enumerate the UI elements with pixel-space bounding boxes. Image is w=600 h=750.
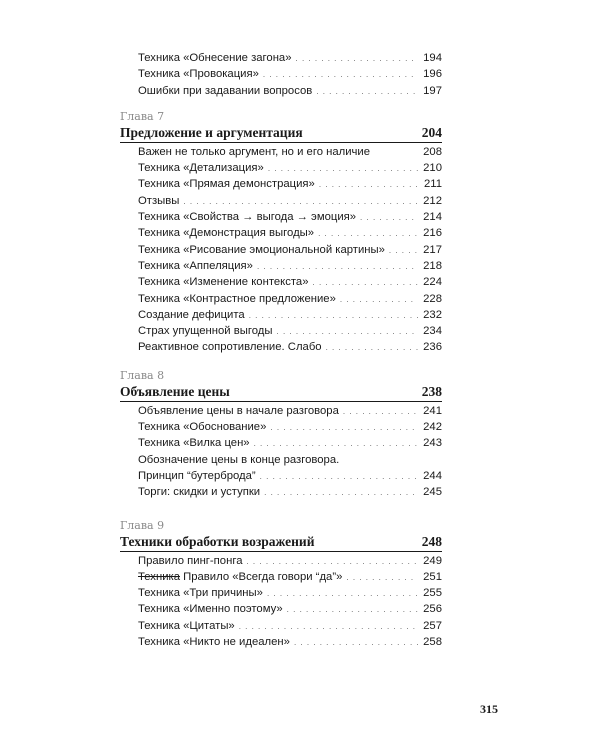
chapter-title-text: Техники обработки возражений <box>120 533 315 549</box>
toc-entry[interactable] <box>120 435 442 451</box>
dot-leader <box>263 67 418 83</box>
entry-page: 210 <box>423 162 442 175</box>
entry-page: 211 <box>423 178 442 191</box>
entry-title: Техника «Свойства → выгода → эмоция» <box>138 211 357 224</box>
dot-leader <box>270 420 418 436</box>
entry-page: 249 <box>423 554 442 567</box>
entry-page: 228 <box>423 292 442 305</box>
entry-page: 194 <box>423 52 442 64</box>
dot-leader <box>316 84 418 100</box>
entry-page: 196 <box>423 68 442 81</box>
toc-entry[interactable] <box>120 403 442 419</box>
entry-page: 214 <box>423 211 442 224</box>
entry-title: Техника «Изменение контекста» <box>138 276 309 289</box>
toc-entry[interactable] <box>120 323 442 339</box>
entry-title: Техника «Вилка цен» <box>138 437 250 450</box>
toc-entry[interactable] <box>120 291 442 307</box>
dot-leader <box>264 485 418 501</box>
toc-entry[interactable] <box>120 553 442 569</box>
entry-title-rest: Правило «Всегда говори “да”» <box>179 570 343 583</box>
chapter-label: Глава 9 <box>120 518 165 532</box>
entry-title: Торги: скидки и уступки <box>138 486 261 499</box>
entry-title: Ошибки при задавании вопросов <box>138 84 313 97</box>
chapter-title[interactable] <box>120 533 442 552</box>
dot-leader <box>260 469 418 485</box>
entry-title: Страх упущенной выгоды <box>138 325 273 338</box>
entry-title: Техника «Никто не идеален» <box>138 636 290 649</box>
entry-page: 234 <box>423 325 442 338</box>
entry-page: 236 <box>423 341 442 354</box>
dot-leader <box>318 226 418 242</box>
dot-leader <box>389 243 418 259</box>
toc-entry[interactable] <box>120 83 442 99</box>
toc-entry[interactable] <box>120 569 442 585</box>
entry-page: 245 <box>423 486 442 499</box>
dot-leader <box>246 554 418 570</box>
entry-page: 244 <box>423 469 442 482</box>
entry-title <box>138 569 342 585</box>
toc-entry[interactable] <box>120 618 442 634</box>
entry-page: 217 <box>423 243 442 256</box>
toc-entry[interactable] <box>120 258 442 274</box>
entry-title: Техника «Обоснование» <box>138 421 267 434</box>
entry-title: Техника «Детализация» <box>138 162 264 175</box>
entry-title: Техника «Провокация» <box>138 68 259 81</box>
chapter-page: 238 <box>421 383 442 399</box>
toc-entry[interactable] <box>120 50 442 66</box>
entry-page: 218 <box>423 259 442 272</box>
entry-page: 242 <box>423 421 442 434</box>
entry-page: 256 <box>423 603 442 616</box>
dot-leader <box>254 436 418 452</box>
dot-leader <box>277 324 419 340</box>
dot-leader <box>287 602 418 618</box>
toc-entry[interactable] <box>120 601 442 617</box>
entry-title-line2: Принцип “бутерброда” <box>138 469 256 482</box>
entry-title: Объявление цены в начале разговора <box>138 404 339 417</box>
dot-leader <box>313 275 419 291</box>
toc-entry[interactable] <box>120 307 442 323</box>
entry-title: Правило пинг-понга <box>138 554 243 567</box>
entry-title: Создание дефицита <box>138 308 245 321</box>
chapter-page: 248 <box>421 533 442 549</box>
chapter-title-text: Объявление цены <box>120 383 230 399</box>
dot-leader <box>296 51 419 67</box>
entry-title: Техника «Прямая демонстрация» <box>138 178 315 191</box>
chapter-title[interactable] <box>120 383 442 402</box>
entry-page: 224 <box>423 276 442 289</box>
dot-leader <box>294 635 418 651</box>
entry-page: 243 <box>423 437 442 450</box>
dot-leader <box>343 404 418 420</box>
entry-title-line1: Обозначение цены в конце разговора. <box>138 453 340 466</box>
entry-title: Техника «Обнесение загона» <box>138 52 292 64</box>
toc-entry[interactable] <box>120 634 442 650</box>
entry-page: 255 <box>423 587 442 600</box>
chapter-title-text: Предложение и аргументация <box>120 124 303 140</box>
chapter-page: 204 <box>421 124 442 140</box>
entry-page: 197 <box>423 84 442 97</box>
chapter-9-section <box>120 518 442 651</box>
toc-entry[interactable] <box>120 484 442 500</box>
entry-page: 212 <box>423 194 442 207</box>
previous-chapter-entries <box>120 50 442 99</box>
entry-title: Отзывы <box>138 194 180 207</box>
dot-leader <box>326 340 418 356</box>
toc-entry[interactable] <box>120 225 442 241</box>
page-number: 315 <box>480 702 498 716</box>
chapter-8-section <box>120 368 442 501</box>
entry-title: Техника «Аппеляция» <box>138 259 253 272</box>
entry-title: Техника «Контрастное предложение» <box>138 292 336 305</box>
entry-page: 241 <box>423 404 442 417</box>
chapter-7-section <box>120 109 442 356</box>
entry-title: Важен не только аргумент, но и его наличие <box>138 145 371 158</box>
entry-page: 257 <box>423 619 442 632</box>
dot-leader <box>268 161 418 177</box>
entry-page: 216 <box>423 227 442 240</box>
dot-leader <box>239 619 418 635</box>
entry-page: 258 <box>423 636 442 649</box>
dot-leader <box>249 308 418 324</box>
entry-title: Техника «Именно поэтому» <box>138 603 283 616</box>
toc-entry[interactable] <box>120 160 442 176</box>
entry-title: Техника «Рисование эмоциональной картины» <box>138 243 385 256</box>
toc-entry[interactable] <box>120 144 442 160</box>
toc-entry[interactable] <box>120 339 442 355</box>
chapter-label: Глава 8 <box>120 368 165 382</box>
toc-entry[interactable] <box>120 193 442 209</box>
chapter-title[interactable] <box>120 124 442 143</box>
entry-title: Техника «Три причины» <box>138 587 263 600</box>
toc-entry[interactable] <box>120 274 442 290</box>
toc-entry[interactable] <box>120 585 442 601</box>
toc-entry[interactable] <box>120 242 442 258</box>
dot-leader <box>360 210 418 226</box>
chapter-label: Глава 7 <box>120 109 165 123</box>
dot-leader <box>183 194 418 210</box>
dot-leader <box>257 259 418 275</box>
entry-title: Техника «Демонстрация выгоды» <box>138 227 315 240</box>
dot-leader <box>340 292 418 308</box>
entry-title: Реактивное сопротивление. Слабо <box>138 341 322 354</box>
toc-entry[interactable] <box>120 66 442 82</box>
entry-page: 232 <box>423 308 442 321</box>
entry-page: 208 <box>423 145 442 158</box>
toc-entry-multiline[interactable] <box>120 452 442 485</box>
toc-entry[interactable] <box>120 419 442 435</box>
table-of-contents <box>120 50 442 650</box>
entry-title: Техника «Цитаты» <box>138 619 235 632</box>
struck-text: Техника <box>138 570 180 583</box>
dot-leader <box>319 177 418 193</box>
entry-page: 251 <box>423 570 442 583</box>
toc-entry[interactable] <box>120 176 442 192</box>
dot-leader <box>267 586 418 602</box>
dot-leader <box>346 570 418 586</box>
toc-entry[interactable] <box>120 209 442 225</box>
